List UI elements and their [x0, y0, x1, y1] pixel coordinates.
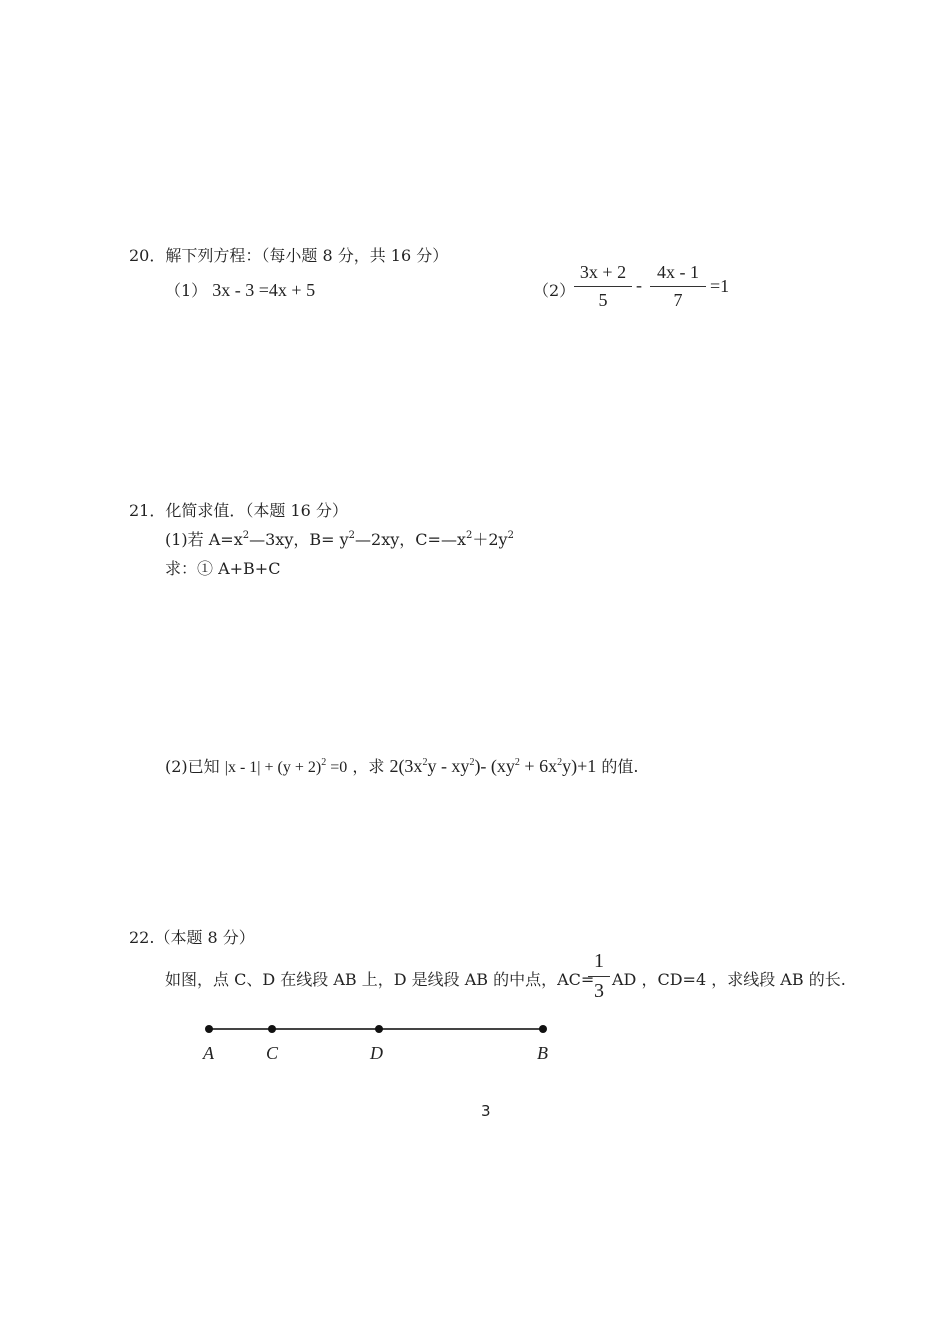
q20-heading: 20．解下列方程：（每小题 8 分，共 16 分）: [129, 246, 449, 265]
q21-part2-prefix: (2)已知: [165, 757, 220, 776]
point-c: [268, 1025, 276, 1033]
fraction-numerator: 1: [594, 950, 604, 972]
q21-part1-given: (1)若 $A=x^2—3xy$，$B= y^2—2xy$，$C=—x^2+2y^2$: [165, 530, 514, 549]
label-c: C: [266, 1043, 279, 1063]
q22-text-a: 如图，点 C、D 在线段 AB 上，D 是线段 AB 的中点，AC=: [165, 970, 595, 989]
q21-part2-condition: $|x - 1| + (y + 2)^2 =0$: [224, 757, 348, 776]
q21-part2: [165, 754, 638, 777]
q20-part2-fraction-2: [650, 262, 706, 311]
point-a: [205, 1025, 213, 1033]
q21-part1-ask: 求：① A+B+C: [165, 559, 281, 578]
point-d: [375, 1025, 383, 1033]
q21-part2-suffix: 的值.: [601, 757, 639, 776]
label-d: D: [370, 1043, 383, 1063]
page-number: 3: [481, 1102, 491, 1120]
fraction-bar: [574, 286, 632, 287]
q20-part1-equation: 3x - 3 =4x + 5: [212, 280, 316, 300]
label-a: A: [203, 1043, 214, 1063]
q20-part2-label: （2）: [533, 281, 576, 300]
q20-part2-rhs: =1: [710, 276, 730, 296]
q20-part1-label: （1）: [165, 281, 208, 300]
q21-heading: 21．化简求值．（本题 16 分）: [129, 501, 348, 520]
q22-heading: 22.（本题 8 分）: [129, 928, 255, 947]
fraction-bar: [650, 286, 706, 287]
q21-part2-mid: ，求: [352, 757, 385, 776]
fraction-bar: [588, 976, 610, 977]
point-b: [539, 1025, 547, 1033]
q22-text-b: AD ，CD=4 ，求线段 AB 的长.: [612, 970, 846, 989]
segment-diagram: [190, 1015, 570, 1075]
q22-fraction: [588, 950, 610, 1003]
fraction-numerator: 4x - 1: [657, 262, 699, 282]
q20-part2-fraction-1: [574, 262, 632, 311]
fraction-denominator: 7: [673, 290, 683, 310]
fraction-numerator: 3x + 2: [579, 262, 627, 282]
q20-part2-minus: -: [636, 275, 642, 295]
fraction-denominator: 5: [598, 290, 608, 310]
label-b: B: [537, 1043, 548, 1063]
q20-part1: [165, 278, 315, 301]
fraction-denominator: 3: [594, 980, 604, 1002]
q21-part2-expression: $2(3x^2y - xy^2)-$ $(xy^2 + 6x^2y)+1$: [389, 756, 597, 776]
